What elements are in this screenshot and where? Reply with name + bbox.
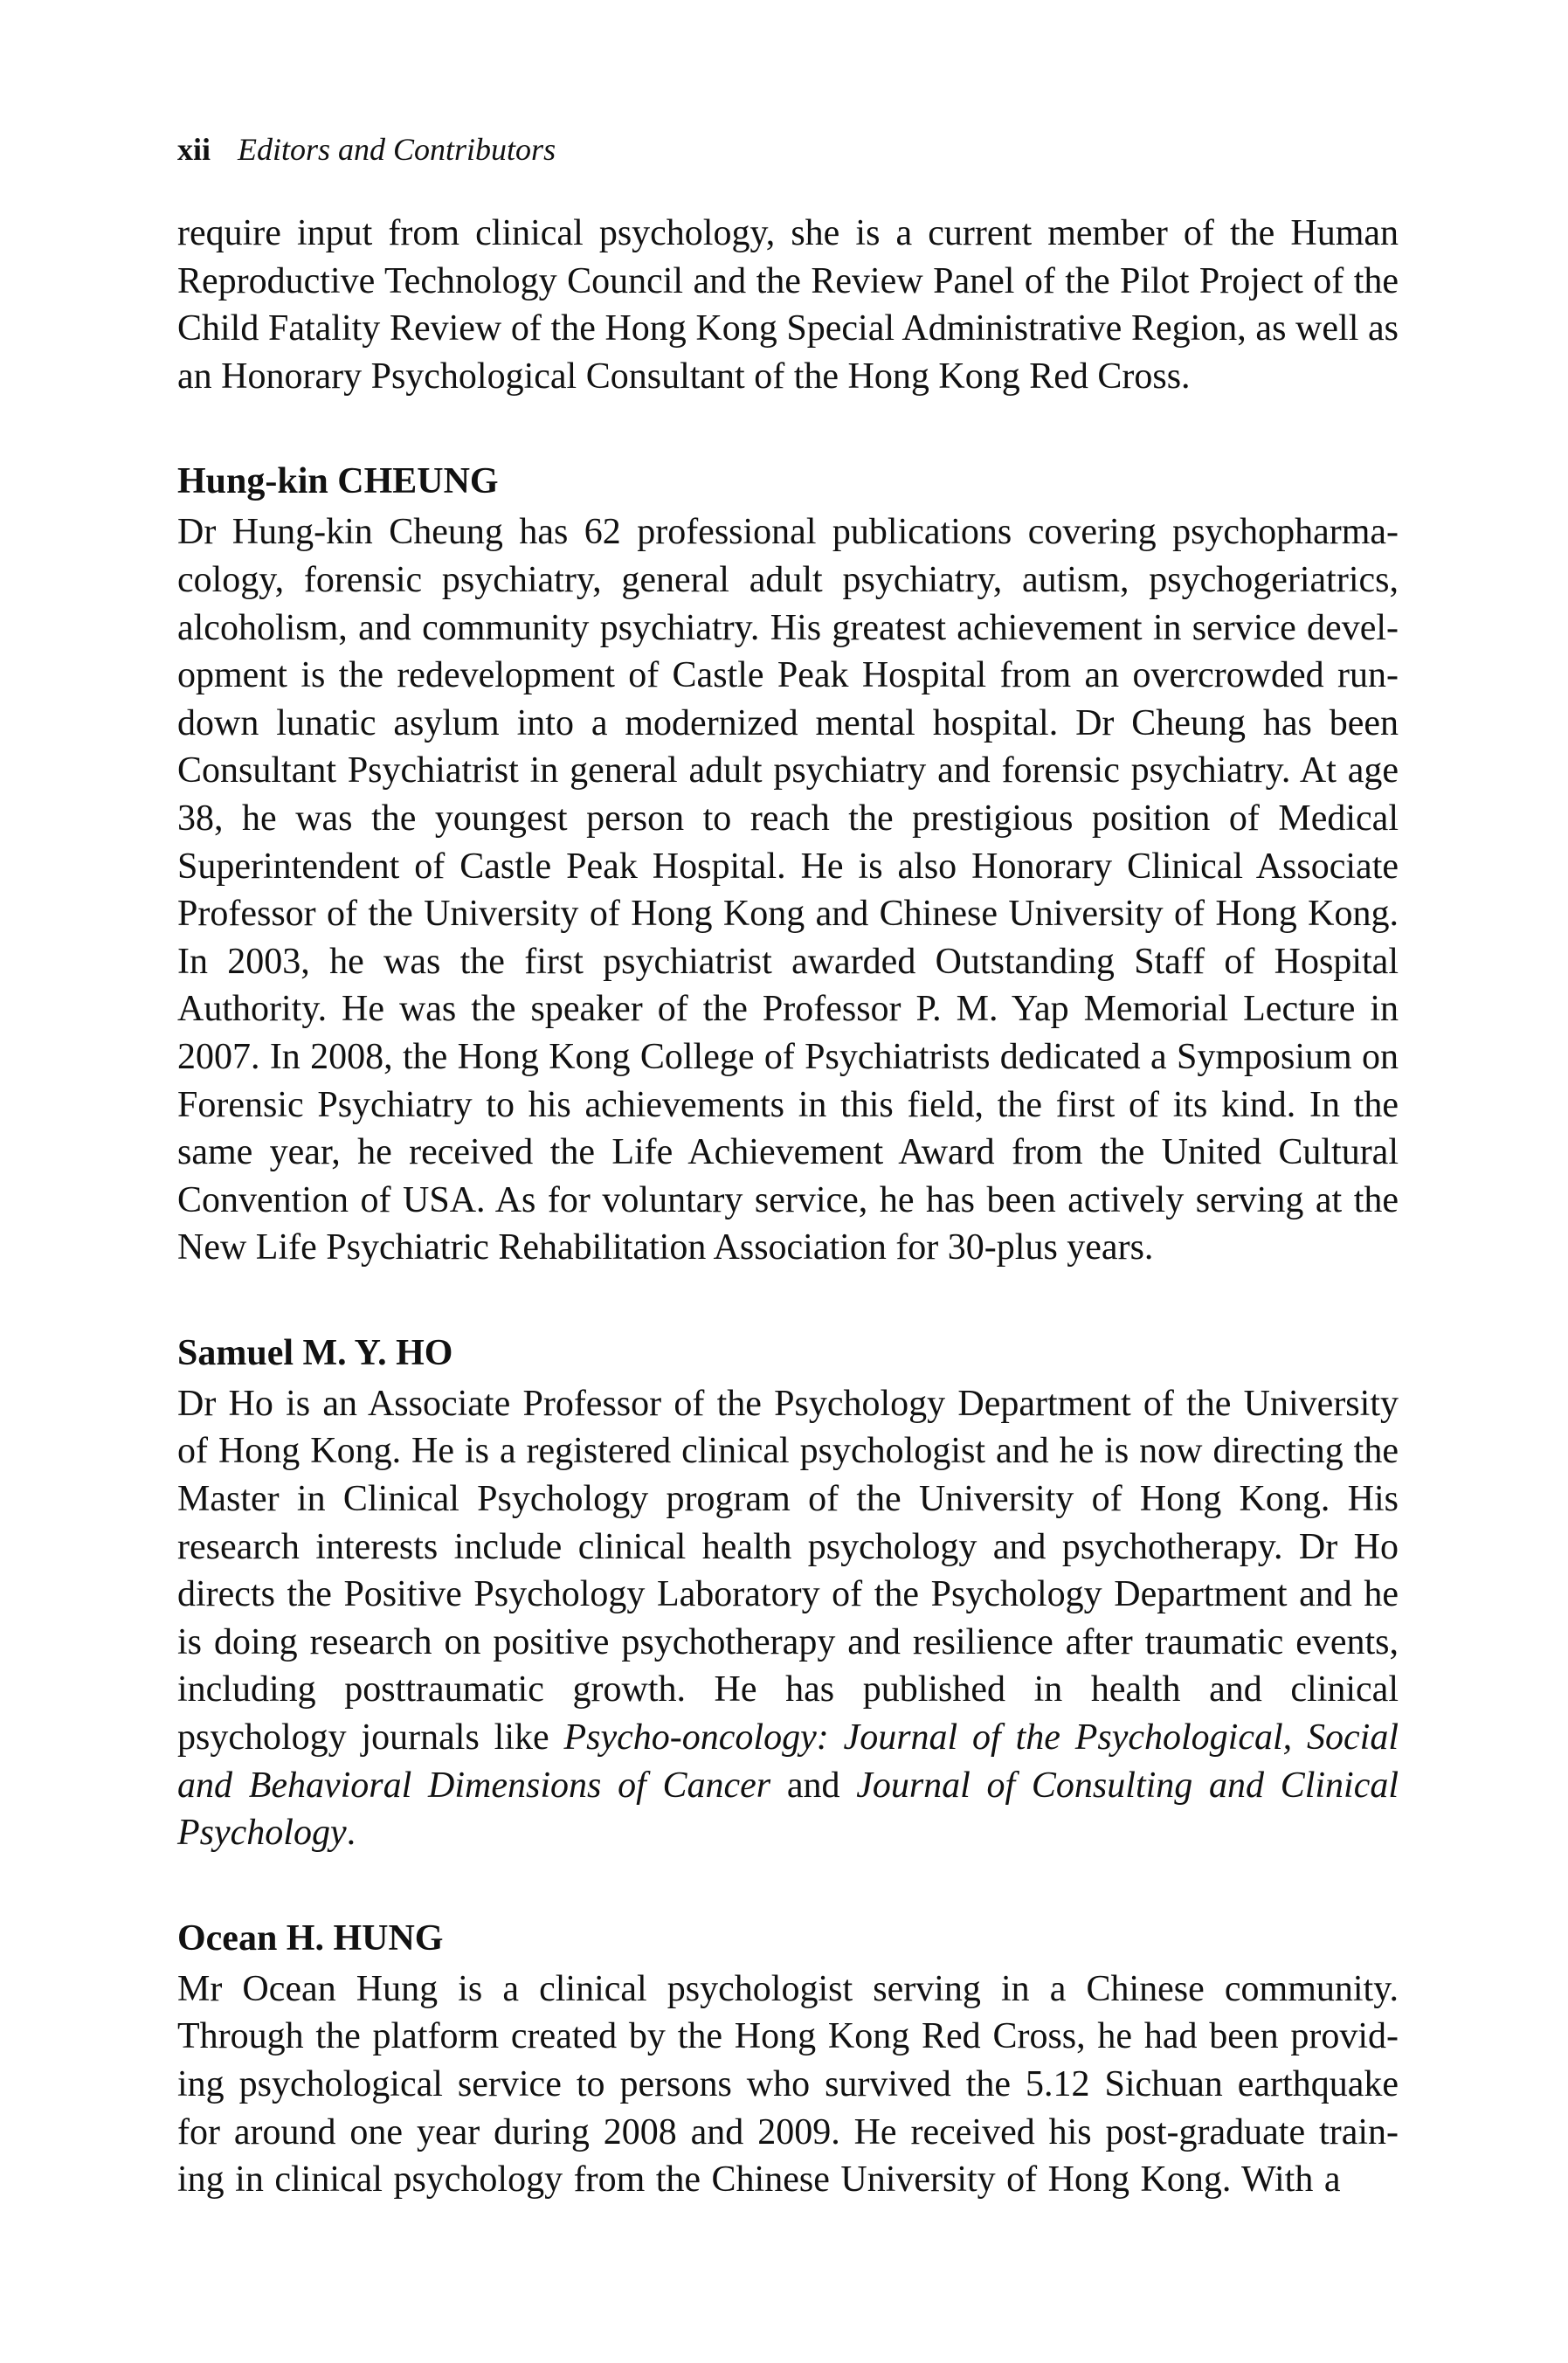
continued-paragraph: require input from clinical psychology, she is a current member of the Human Reproductive Technology Council and the Review Panel of the Pilot Project of the Child Fatality Review of the Hong Kong Special Administrative Region, as well as an Honorary Psychological Consultant of the Hong Kong Red Cross. bbox=[177, 213, 1399, 397]
journal-title: Journal of Consulting and Clinical Psychology bbox=[177, 1765, 1399, 1854]
bio-connector: and bbox=[786, 1765, 840, 1806]
bio-text: Dr Ho is an Associate Professor of the Psychology Department of the University of Hong Kong. He is a registered clinical psychologist and he is now directing the Master in Clinical Psychology program of the University of Hong Kong. His research interests include clinical health psychology and psychotherapy. Dr Ho directs the Positive Psychology Laboratory of the Psychology Department and he is doing research on positive psychotherapy and resilience after traumatic events, including posttraumatic growth. He has published in health and clinical psychology journals like bbox=[177, 1383, 1399, 1758]
contributor-entry-cheung bbox=[177, 458, 1399, 1272]
contributor-entry-hung bbox=[177, 1915, 1399, 2204]
journal-title: Psycho-oncology: Journal of the Psychological, Social and Behavioral Dimensions of Cancer bbox=[177, 1717, 1399, 1806]
running-head bbox=[177, 131, 556, 168]
bio-end-punctuation: . bbox=[346, 1813, 356, 1854]
contributor-bio bbox=[177, 1380, 1399, 1857]
contributor-entry-ho bbox=[177, 1330, 1399, 1857]
contributor-name: Ocean H. HUNG bbox=[177, 1917, 444, 1959]
page-number: xii bbox=[177, 132, 211, 167]
contributor-bio: Mr Ocean Hung is a clinical psychologist serving in a Chinese community. Through the platform created by the Hong Kong Red Cross, he had been provid-ing psychological service to persons who survived the 5.12 Sichuan earthquake for around one year during 2008 and 2009. He received his post-graduate train-ing in clinical psychology from the Chinese University of Hong Kong. With a bbox=[177, 1968, 1399, 2201]
page-content bbox=[177, 210, 1399, 2204]
running-title: Editors and Contributors bbox=[238, 132, 556, 167]
contributor-name: Samuel M. Y. HO bbox=[177, 1332, 453, 1373]
contributor-bio: Dr Hung-kin Cheung has 62 professional publications covering psychopharma-cology, forensic psychiatry, general adult psychiatry, autism, psychogeriatrics, alcoholism, and community psychiatry. His greatest achievement in service devel-opment is the redevelopment of Castle Peak Hospital from an overcrowded run-down lunatic asylum into a modernized mental hospital. Dr Cheung has been Consultant Psychiatrist in general adult psychiatry and forensic psychiatry. At age 38, he was the youngest person to reach the prestigious position of Medical Superintendent of Castle Peak Hospital. He is also Honorary Clinical Associate Professor of the University of Hong Kong and Chinese University of Hong Kong. In 2003, he was the first psychiatrist awarded Outstanding Staff of Hospital Authority. He was the speaker of the Professor P. M. Yap Memorial Lecture in 2007. In 2008, the Hong Kong College of Psychiatrists dedicated a Symposium on Forensic Psychiatry to his achievements in this field, the first of its kind. In the same year, he received the Life Achievement Award from the United Cultural Convention of USA. As for voluntary service, he has been actively serving at the New Life Psychiatric Rehabilitation Association for 30-plus years. bbox=[177, 512, 1399, 1268]
contributor-name: Hung-kin CHEUNG bbox=[177, 461, 499, 502]
